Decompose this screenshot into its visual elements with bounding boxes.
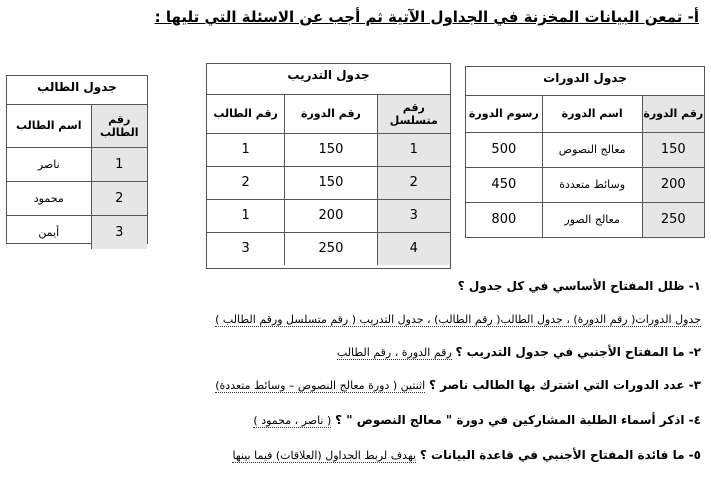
cell-course-number: 150: [285, 166, 377, 199]
cell-student-name: ناصر: [7, 147, 91, 181]
cell-student-number: 3: [91, 215, 147, 249]
header-course-number: رقم الدورة: [285, 95, 377, 133]
cell-course-number: 150: [285, 133, 377, 166]
question-text: ٣- عدد الدورات التي اشترك بها الطالب ناصر ؟: [428, 378, 701, 392]
courses-table: [465, 66, 705, 238]
answer-text: يهدف لربط الجداول (العلاقات) فيما بينها: [232, 449, 417, 462]
cell-course-name: معالج النصوص: [542, 132, 642, 167]
header-course-name: اسم الدورة: [542, 96, 642, 132]
cell-course-name: وسائط متعددة: [542, 167, 642, 202]
courses-table-title: جدول الدورات: [466, 67, 704, 96]
student-table-title: جدول الطالب: [7, 76, 147, 105]
question-2: [337, 345, 701, 359]
cell-student-name: أيمن: [7, 215, 91, 249]
cell-student-number: 1: [91, 147, 147, 181]
question-text: ٤- اذكر أسماء الطلبة المشاركين في دورة " معالج النصوص " ؟: [335, 413, 701, 427]
question-text: ٢- ما المفتاح الأجنبي في جدول التدريب ؟: [455, 345, 701, 359]
cell-serial-number: 4: [377, 232, 450, 265]
question-3: [215, 378, 701, 392]
cell-student-number: 3: [207, 232, 285, 265]
cell-course-number: 250: [642, 202, 704, 237]
student-table: [6, 75, 148, 244]
cell-student-number: 1: [207, 133, 285, 166]
student-table-grid: [7, 105, 147, 249]
cell-serial-number: 3: [377, 199, 450, 232]
training-table: [206, 63, 451, 269]
courses-table-grid: [466, 96, 704, 237]
training-table-grid: [207, 95, 450, 265]
cell-student-number: 1: [207, 199, 285, 232]
header-student-number: رقم الطالب: [91, 105, 147, 147]
question-4: [253, 413, 701, 427]
cell-serial-number: 2: [377, 166, 450, 199]
cell-course-fee: 450: [466, 167, 542, 202]
page-heading: أ- تمعن البيانات المخزنة في الجداول الآتية ثم أجب عن الاسئلة التي تليها :: [154, 8, 699, 26]
header-course-number: رقم الدورة: [642, 96, 704, 132]
cell-serial-number: 1: [377, 133, 450, 166]
cell-course-number: 150: [642, 132, 704, 167]
cell-student-number: 2: [91, 181, 147, 215]
question-text: ٥- ما فائدة المفتاح الأجنبي في قاعدة البيانات ؟: [419, 448, 701, 462]
header-course-fee: رسوم الدورة: [466, 96, 542, 132]
cell-student-name: محمود: [7, 181, 91, 215]
answer-text: ( ناصر ، محمود ): [253, 414, 332, 427]
question-text: ١- ظلل المفتاح الأساسي في كل جدول ؟: [457, 279, 701, 293]
cell-course-number: 200: [642, 167, 704, 202]
answer-1: جدول الدورات( رقم الدورة) ، جدول الطالب( رقم الطالب) ، جدول التدريب ( رقم متسلسل ورقم الطالب ): [215, 313, 701, 326]
header-serial-number: رقم متسلسل: [377, 95, 450, 133]
question-5: [232, 448, 701, 462]
training-table-title: جدول التدريب: [207, 64, 450, 95]
cell-course-number: 200: [285, 199, 377, 232]
cell-student-number: 2: [207, 166, 285, 199]
cell-course-fee: 800: [466, 202, 542, 237]
header-student-number: رقم الطالب: [207, 95, 285, 133]
cell-course-number: 250: [285, 232, 377, 265]
header-student-name: اسم الطالب: [7, 105, 91, 147]
cell-course-fee: 500: [466, 132, 542, 167]
cell-course-name: معالج الصور: [542, 202, 642, 237]
answer-text: رقم الدورة ، رقم الطالب: [336, 346, 452, 359]
question-1: [458, 279, 701, 293]
answer-text: اثنتين ( دورة معالج النصوص – وسائط متعددة): [215, 379, 426, 392]
